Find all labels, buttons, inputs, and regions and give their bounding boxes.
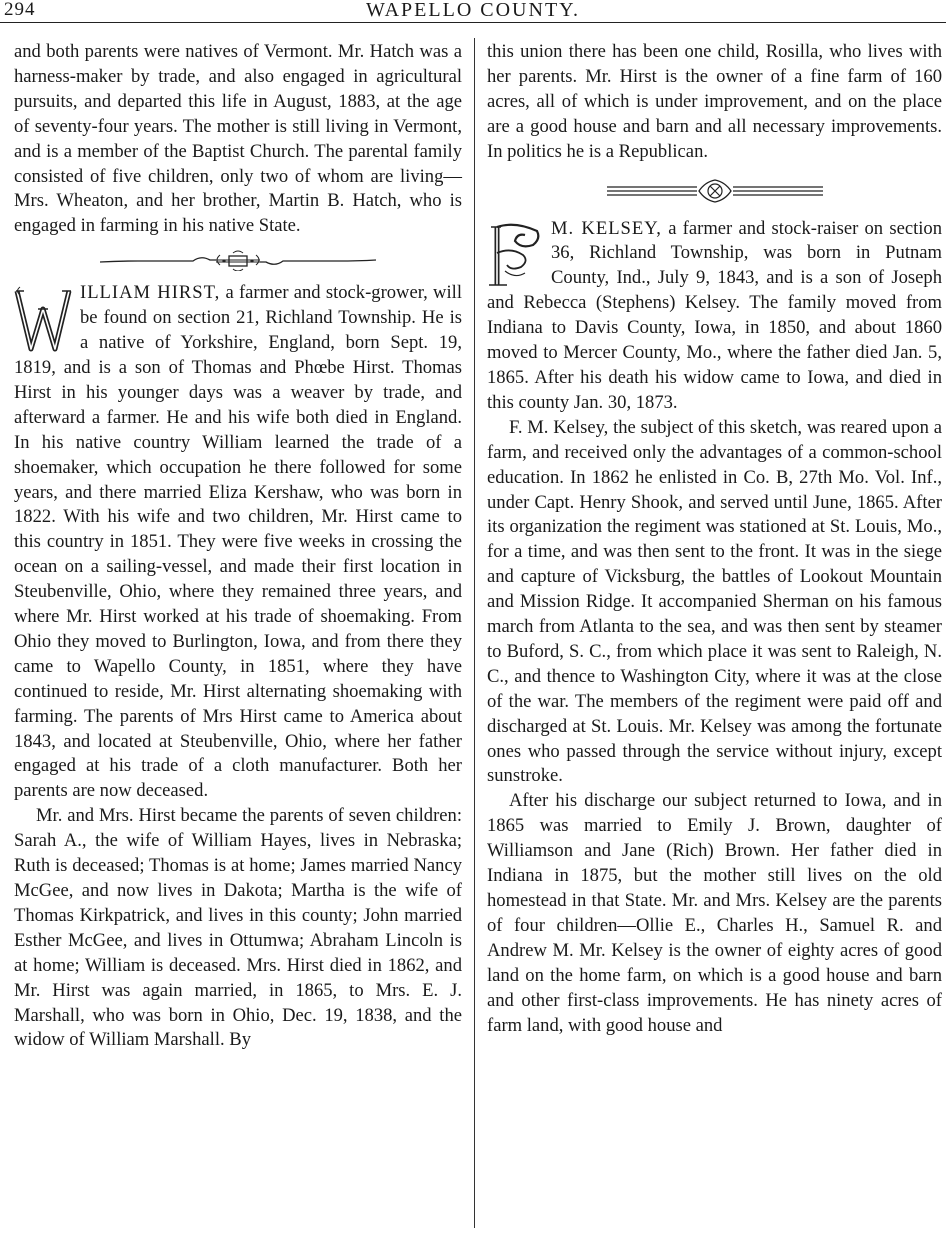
page-header xyxy=(0,0,946,22)
left-column xyxy=(14,40,462,1053)
hatch-paragraph-end: and both parents were natives of Vermont. Mr. Hatch was a harness-maker by trade, and also engaged in agricultural pursuits, and departed this life in August, 1883, at the age of seventy-four years. The mother is still living in Vermont, and is a member of the Baptist Church. The parental family consisted of five children, only two of whom are living—Mrs. Wheaton, and her brother, Martin B. Hatch, who is engaged in farming in his native State. xyxy=(14,41,462,237)
section-divider-ornament xyxy=(14,239,462,281)
ornate-letter-f-icon xyxy=(487,221,543,291)
hirst-intro-text: a farmer and stock-grower, will be found on section 21, Richland Township. He is a native of Yorkshire, England, born Sept. 19, 1819, and is a son of Thomas and Phœbe Hirst. Thomas Hirst in his younger days was a weaver by trade, and afterward a farmer. He and his wife both died in England. In his native country William learned the trade of a shoemaker, which occupation he there followed for some years, and there married Eliza Kershaw, who was born in 1822. With his wife and two children, Mr. Hirst came to this country in 1851. They were five weeks in crossing the ocean on a sailing-vessel, and made their first location in Steubenville, Ohio, where they remained three years, and where Mr. Hirst worked at his trade of shoemaking. From Ohio they moved to Burlington, Iowa, and from there they came to Wapello County, in 1851, where they have continued to reside, Mr. Hirst alternating shoemaking with farming. The parents of Mrs Hirst came to America about 1843, and located at Steubenville, Ohio, where her father engaged at his trade of a cloth manufacturer. Both her parents are now deceased. xyxy=(14,282,462,802)
hirst-biography-intro xyxy=(14,281,462,804)
right-column xyxy=(487,40,942,1038)
hirst-name-lead: ILLIAM HIRST, xyxy=(80,282,221,304)
scroll-ornament-icon xyxy=(98,249,378,271)
kelsey-name-lead: M. KELSEY, xyxy=(551,217,662,239)
decorated-initial-f xyxy=(487,221,543,291)
header-rule xyxy=(0,22,946,23)
kelsey-intro-text: a farmer and stock-raiser on section 36, Richland Township, was born in Putnam County, Ind., July 9, 1843, and is a son of Joseph and Rebecca (Stephens) Kelsey. The family moved from Indiana to Davis County, Iowa, in 1850, and about 1860 moved to Mercer County, Mo., where the father died Jan. 5, 1865. After his death his widow came to Iowa, and died in this county Jan. 30, 1873. xyxy=(487,217,943,413)
decorated-initial-w xyxy=(14,285,72,355)
diamond-ornament-icon xyxy=(605,178,825,204)
running-title: WAPELLO COUNTY. xyxy=(365,0,581,21)
ornate-letter-w-icon xyxy=(14,285,72,355)
kelsey-family-paragraph: After his discharge our subject returned to Iowa, and in 1865 was married to Emily J. Brown, daughter of Williamson and Jane (Rich) Brown. Her father died in Indiana in 1875, but the mother still lives on the old homestead in that State. Mr. and Mrs. Kelsey are the parents of four children—Ollie E., Charles H., Samuel R. and Andrew M. Mr. Kelsey is the owner of eighty acres of good land on the home farm, on which is a good house and barn and other first-class improvements. He has ninety acres of farm land, with good house and xyxy=(487,790,942,1036)
page-number: 294 xyxy=(4,0,36,20)
hirst-children-paragraph: Mr. and Mrs. Hirst became the parents of seven children: Sarah A., the wife of William Hayes, lives in Nebraska; Ruth is deceased; Thomas is at home; James married Nancy McGee, and now lives in Dakota; Martha is the wife of Thomas Kirkpatrick, and lives in this county; John married Esther McGee, and lives in Ottumwa; Abraham Lincoln is at home; William is deceased. Mrs. Hirst died in 1862, and Mr. Hirst was again married, in 1865, to Mrs. E. J. Marshall, who was born in Ohio, Dec. 19, 1838, and the widow of William Marshall. By xyxy=(14,805,462,1051)
kelsey-service-paragraph: F. M. Kelsey, the subject of this sketch, was reared upon a farm, and received only the advantages of a common-school education. In 1862 he enlisted in Co. B, 27th Mo. Vol. Inf., under Capt. Henry Shook, and served until June, 1865. After its organization the regiment was stationed at St. Louis, Mo., for a time, and was then sent to the front. It was in the siege and capture of Vicksburg, the battles of Lookout Mountain and Mission Ridge. It accompanied Sherman on his famous march from Atlanta to the sea, and was then sent by steamer to Buford, S. C., from which place it was sent to Raleigh, N. C., and thence to Washington City, where it was at the close of the war. The members of the regiment were paid off and discharged at St. Louis. Mr. Kelsey was among the fortunate ones who passed through the service without injury, except sunstroke. xyxy=(487,416,942,787)
column-divider xyxy=(474,38,475,1228)
section-divider-ornament-right xyxy=(487,165,942,217)
hirst-paragraph-end: this union there has been one child, Rosilla, who lives with her parents. Mr. Hirst is the owner of a fine farm of 160 acres, all of which is under improvement, and on the place are a good house and barn and all necessary improvements. In politics he is a Republican. xyxy=(487,41,942,162)
kelsey-biography-intro xyxy=(487,217,942,416)
